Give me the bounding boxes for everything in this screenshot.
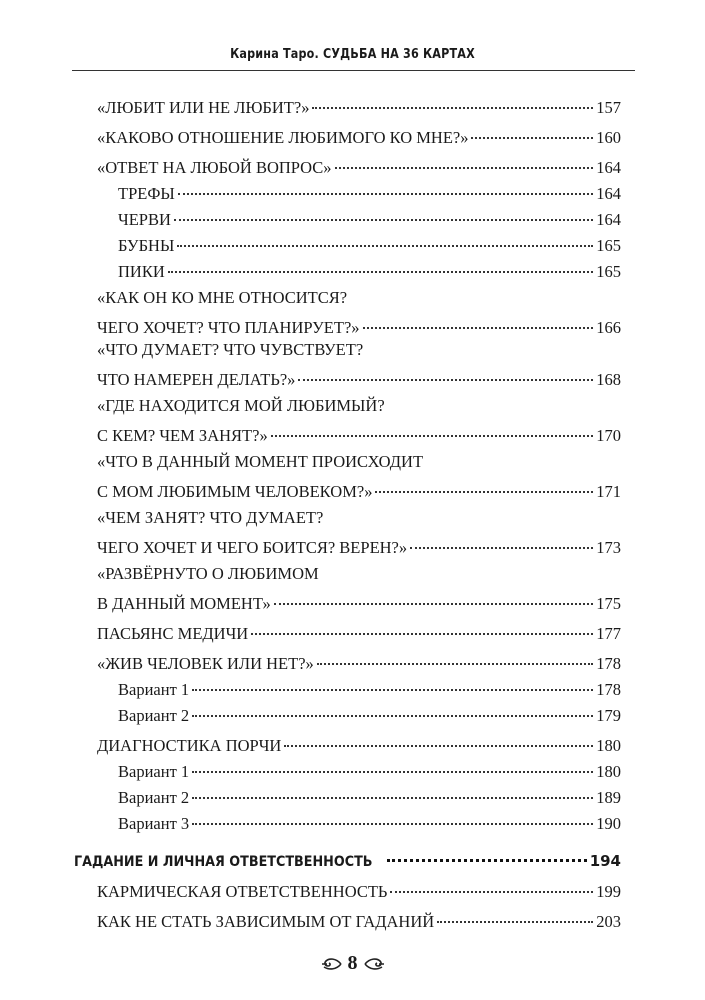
toc-entry-title-line1: «ЧТО В ДАННЫЙ МОМЕНТ ПРОИСХОДИТ <box>97 452 424 471</box>
toc-entry-title: БУБНЫ <box>118 235 175 255</box>
dot-leader <box>317 646 593 665</box>
toc-entry[interactable] <box>97 650 621 674</box>
toc-entry[interactable] <box>97 590 621 614</box>
dot-leader <box>471 120 593 139</box>
toc-entry[interactable] <box>97 154 621 178</box>
toc-entry-title: ПАСЬЯНС МЕДИЧИ <box>97 623 249 643</box>
toc-entry-title: В ДАННЫЙ МОМЕНТ» <box>97 593 271 613</box>
toc-entry-page: 165 <box>596 235 621 255</box>
toc-entry-page: 164 <box>596 157 621 177</box>
toc-entry[interactable] <box>97 908 621 932</box>
toc-entry-title: Вариант 2 <box>118 787 190 807</box>
toc-entry-page: 189 <box>596 787 621 807</box>
running-title: Карина Таро. СУДЬБА НА 36 КАРТАХ <box>230 47 475 62</box>
toc-entry-page: 178 <box>596 653 621 673</box>
toc-entry-page: 199 <box>596 881 621 901</box>
toc-entry-title: «КАКОВО ОТНОШЕНИЕ ЛЮБИМОГО КО МНЕ?» <box>97 127 469 147</box>
toc-entry[interactable] <box>97 620 621 644</box>
toc-section-page: 194 <box>589 851 621 870</box>
toc-entry[interactable] <box>97 94 621 118</box>
toc-entry[interactable] <box>97 366 621 390</box>
toc-entry-page: 166 <box>596 317 621 337</box>
dot-leader <box>168 254 593 273</box>
toc-entry-title-line1: «ГДЕ НАХОДИТСЯ МОЙ ЛЮБИМЫЙ? <box>97 396 385 415</box>
toc-entry[interactable] <box>97 534 621 558</box>
toc-subentry[interactable] <box>118 758 621 782</box>
toc-entry-title: С МОМ ЛЮБИМЫМ ЧЕЛОВЕКОМ?» <box>97 481 373 501</box>
toc-entry-title: С КЕМ? ЧЕМ ЗАНЯТ?» <box>97 425 268 445</box>
page-number <box>0 952 705 975</box>
toc-entry-title: «ЖИВ ЧЕЛОВЕК ИЛИ НЕТ?» <box>97 653 314 673</box>
dot-leader <box>410 530 593 549</box>
toc-entry-title: ЧЕГО ХОЧЕТ И ЧЕГО БОИТСЯ? ВЕРЕН?» <box>97 537 408 557</box>
dot-leader <box>274 586 594 605</box>
dot-leader <box>192 806 593 825</box>
toc-entry-title: КАРМИЧЕСКАЯ ОТВЕТСТВЕННОСТЬ <box>97 881 388 901</box>
toc-section-heading[interactable] <box>74 848 621 870</box>
toc-entry-title: «ЛЮБИТ ИЛИ НЕ ЛЮБИТ?» <box>97 97 310 117</box>
toc-entry-page: 168 <box>596 369 621 389</box>
dot-leader <box>363 310 594 329</box>
toc-entry-page: 175 <box>596 593 621 613</box>
toc-entry-title-line1: «ЧТО ДУМАЕТ? ЧТО ЧУВСТВУЕТ? <box>97 340 364 359</box>
toc-entry-title: КАК НЕ СТАТЬ ЗАВИСИМЫМ ОТ ГАДАНИЙ <box>97 911 435 931</box>
dot-leader <box>335 150 594 169</box>
dot-leader <box>192 780 593 799</box>
toc-entry-title-line1: «ЧЕМ ЗАНЯТ? ЧТО ДУМАЕТ? <box>97 508 324 527</box>
toc-section-title: ГАДАНИЕ И ЛИЧНАЯ ОТВЕТСТВЕННОСТЬ <box>74 853 373 870</box>
toc-entry-page: 170 <box>596 425 621 445</box>
toc-subentry[interactable] <box>118 702 621 726</box>
toc-entry-page: 157 <box>596 97 621 117</box>
toc-subentry[interactable] <box>118 180 621 204</box>
toc-entry[interactable] <box>97 878 621 902</box>
toc-subentry[interactable] <box>118 258 621 282</box>
dot-leader <box>192 672 593 691</box>
left-ornament-icon <box>320 957 342 971</box>
toc-entry-title: «ОТВЕТ НА ЛЮБОЙ ВОПРОС» <box>97 157 332 177</box>
dot-leader <box>192 754 593 773</box>
toc-subentry[interactable] <box>118 232 621 256</box>
dot-leader <box>192 698 593 717</box>
dot-leader <box>178 176 593 195</box>
dot-leader <box>298 362 593 381</box>
right-ornament-icon <box>364 957 386 971</box>
toc-entry-page: 160 <box>596 127 621 147</box>
toc-entry-title: ЧТО НАМЕРЕН ДЕЛАТЬ?» <box>97 369 296 389</box>
dot-leader <box>271 418 594 437</box>
toc-entry-title: Вариант 1 <box>118 679 190 699</box>
toc-entry[interactable] <box>97 124 621 148</box>
toc-entry-page: 190 <box>596 813 621 833</box>
toc-entry-page: 180 <box>596 761 621 781</box>
toc-entry-page: 177 <box>596 623 621 643</box>
toc-subentry[interactable] <box>118 784 621 808</box>
toc-subentry[interactable] <box>118 810 621 834</box>
toc-entry-title: Вариант 3 <box>118 813 190 833</box>
toc-entry-page: 164 <box>596 183 621 203</box>
toc-entry-title-line1: «РАЗВЁРНУТО О ЛЮБИМОМ <box>97 564 319 583</box>
toc-entry-title: ЧЕРВИ <box>118 209 171 229</box>
toc-entry-title: ДИАГНОСТИКА ПОРЧИ <box>97 735 282 755</box>
toc-entry-title: ПИКИ <box>118 261 165 281</box>
dot-leader <box>251 616 593 635</box>
toc-entry-page: 165 <box>596 261 621 281</box>
dot-leader <box>387 844 587 862</box>
toc-entry[interactable] <box>97 422 621 446</box>
toc-subentry[interactable] <box>118 206 621 230</box>
dot-leader <box>312 90 593 109</box>
dot-leader <box>437 904 593 923</box>
toc-entry-page: 171 <box>596 481 621 501</box>
dot-leader <box>174 202 593 221</box>
toc-entry-title-line1: «КАК ОН КО МНЕ ОТНОСИТСЯ? <box>97 288 348 307</box>
dot-leader <box>177 228 593 247</box>
toc-entry-page: 178 <box>596 679 621 699</box>
toc-entry[interactable] <box>97 314 621 338</box>
toc-entry[interactable] <box>97 478 621 502</box>
toc-entry-page: 180 <box>596 735 621 755</box>
toc-entry-title: Вариант 1 <box>118 761 190 781</box>
toc-entry-title: ТРЕФЫ <box>118 183 175 203</box>
toc-entry-page: 173 <box>596 537 621 557</box>
toc-entry[interactable] <box>97 732 621 756</box>
toc-entry-title: ЧЕГО ХОЧЕТ? ЧТО ПЛАНИРУЕТ?» <box>97 317 360 337</box>
dot-leader <box>284 728 593 747</box>
toc-entry-page: 164 <box>596 209 621 229</box>
toc-entry-page: 203 <box>596 911 621 931</box>
header-rule <box>72 70 635 71</box>
page-number-value: 8 <box>347 952 358 974</box>
dot-leader <box>375 474 593 493</box>
toc-entry-page: 179 <box>596 705 621 725</box>
toc-entry-title: Вариант 2 <box>118 705 190 725</box>
dot-leader <box>390 874 593 893</box>
toc-subentry[interactable] <box>118 676 621 700</box>
